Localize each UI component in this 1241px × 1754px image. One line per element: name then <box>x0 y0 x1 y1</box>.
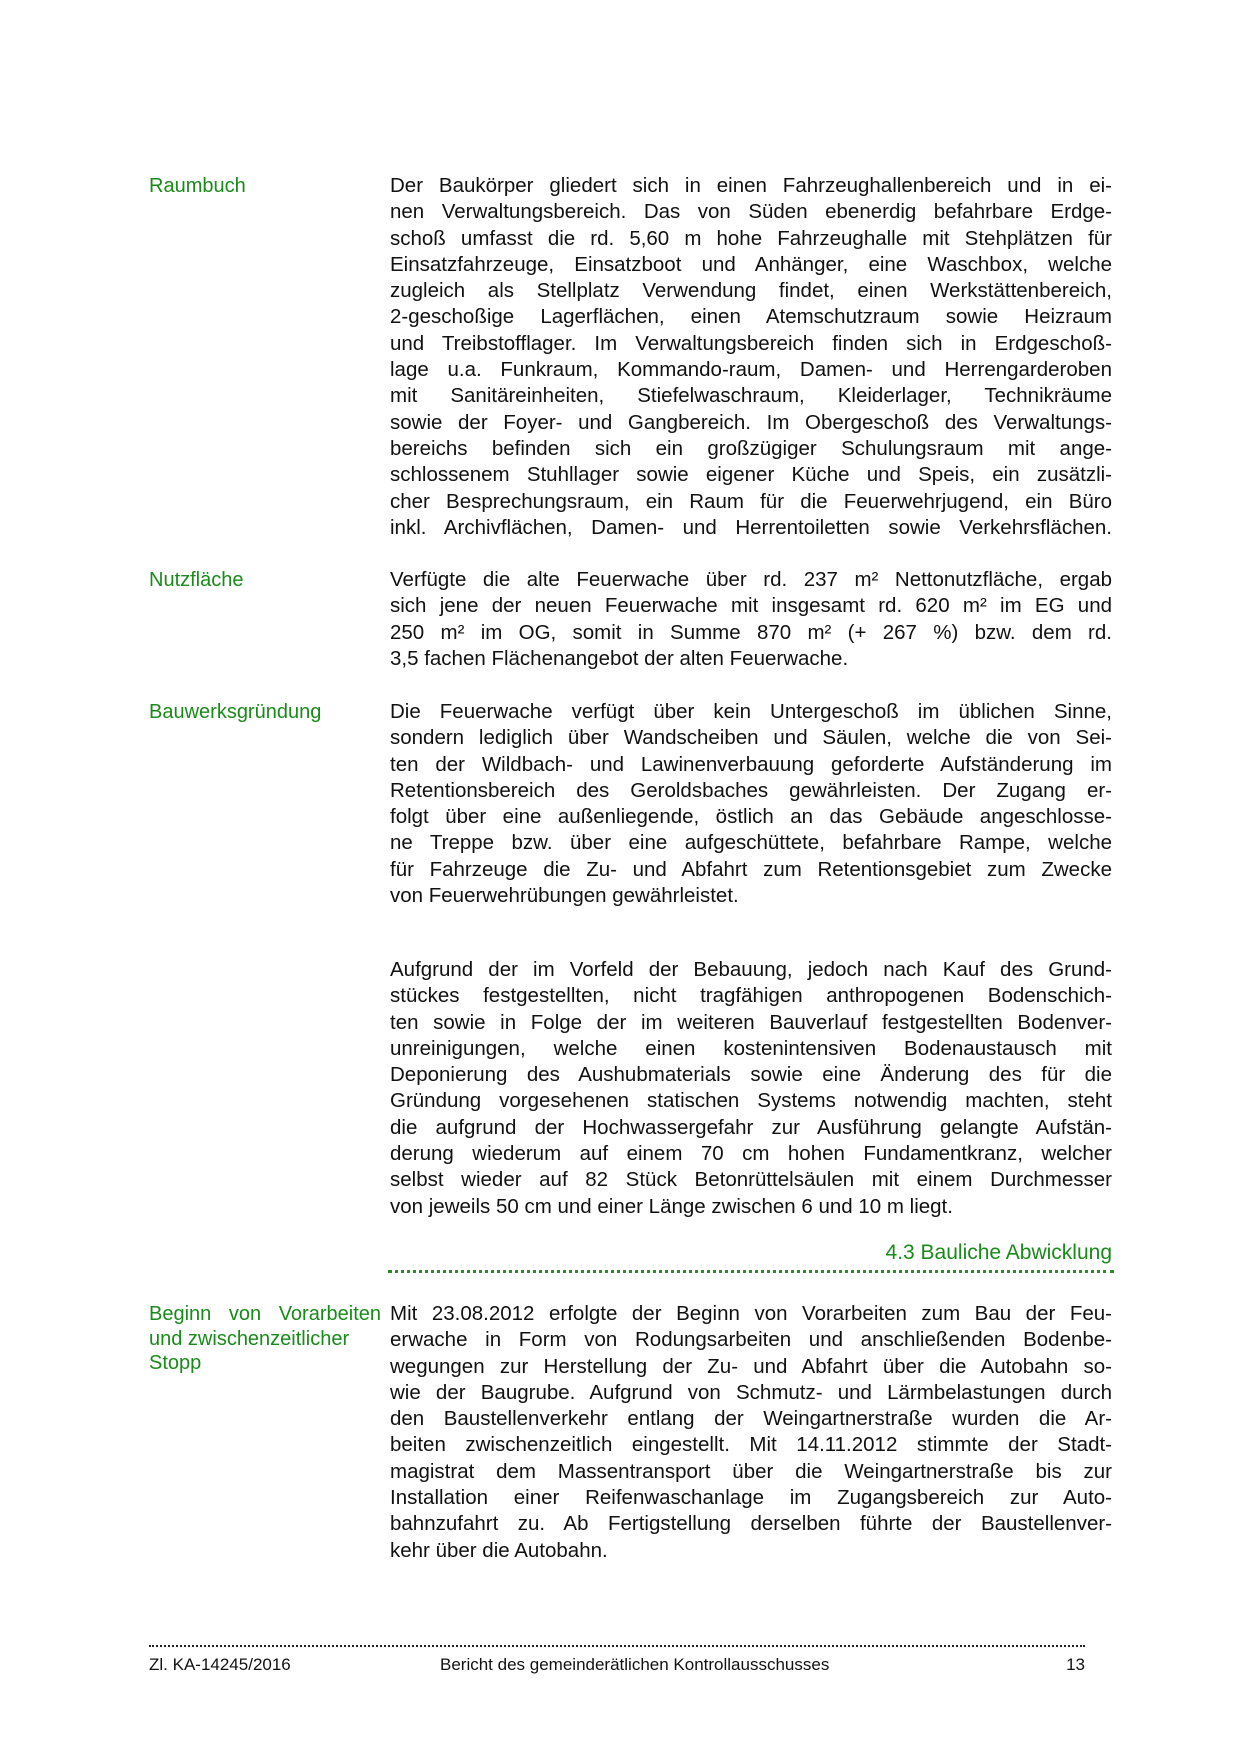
text-line: bereichs befinden sich ein großzügiger Schulungsraum mit ange- <box>390 436 1112 460</box>
text-line: von jeweils 50 cm und einer Länge zwischen 6 und 10 m liegt. <box>390 1194 953 1218</box>
paragraph-beginn-vorarbeiten <box>390 1301 1112 1564</box>
text-line: die aufgrund der Hochwassergefahr zur Ausführung gelangte Aufstän- <box>390 1115 1112 1139</box>
label-line: Beginn von Vorarbeiten <box>149 1303 381 1325</box>
text-line: bahnzufahrt zu. Ab Fertigstellung derselben führte der Baustellenver- <box>390 1512 1112 1536</box>
text-line: wegungen zur Herstellung der Zu- und Abfahrt über die Autobahn so- <box>390 1354 1112 1378</box>
text-line: Mit 23.08.2012 erfolgte der Beginn von Vorarbeiten zum Bau der Feu- <box>390 1302 1112 1325</box>
text-line: schlossenem Stuhllager sowie eigener Küche und Speis, ein zusätzli- <box>390 463 1112 487</box>
text-line: Aufgrund der im Vorfeld der Bebauung, jedoch nach Kauf des Grund- <box>390 958 1112 981</box>
text-line: Die Feuerwache verfügt über kein Untergeschoß im üblichen Sinne, <box>390 700 1112 723</box>
text-line: selbst wieder auf 82 Stück Betonrüttelsäulen mit einem Durchmesser <box>390 1168 1112 1192</box>
text-line: lage u.a. Funkraum, Kommando-raum, Damen- und Herrengarderoben <box>390 358 1112 382</box>
text-line: cher Besprechungsraum, ein Raum für die Feuerwehrjugend, ein Büro <box>390 489 1112 513</box>
text-line: für Fahrzeuge die Zu- und Abfahrt zum Retentionsgebiet zum Zwecke <box>390 857 1112 881</box>
text-line: stückes festgestellten, nicht tragfähigen anthropogenen Bodenschich- <box>390 984 1112 1008</box>
paragraph-nutzflaeche <box>390 567 1112 672</box>
text-line: wie der Baugrube. Aufgrund von Schmutz- und Lärmbelastungen durch <box>390 1380 1112 1404</box>
margin-label-beginn-vorarbeiten <box>149 1301 381 1375</box>
text-line: 250 m² im OG, somit in Summe 870 m² (+ 267 %) bzw. dem rd. <box>390 620 1112 644</box>
paragraph-bauwerksgruendung-1 <box>390 699 1112 909</box>
footer-reference: Zl. KA-14245/2016 <box>149 1655 291 1674</box>
margin-label-raumbuch: Raumbuch <box>149 175 246 197</box>
text-line: erwache in Form von Rodungsarbeiten und anschließenden Bodenbe- <box>390 1328 1112 1352</box>
text-line: mit Sanitäreinheiten, Stiefelwaschraum, Kleiderlager, Technikräume <box>390 384 1112 408</box>
text-line: und Treibstofflager. Im Verwaltungsbereich finden sich in Erdgeschoß- <box>390 331 1112 355</box>
text-line: den Baustellenverkehr entlang der Weingartnerstraße wurden die Ar- <box>390 1407 1112 1431</box>
text-line: Retentionsbereich des Geroldsbaches gewährleisten. Der Zugang er- <box>390 778 1112 802</box>
footer-dotted-rule <box>149 1645 1085 1647</box>
text-line: ten der Wildbach- und Lawinenverbauung geforderte Aufständerung im <box>390 752 1112 776</box>
text-line: ne Treppe bzw. über eine aufgeschüttete, befahrbare Rampe, welche <box>390 831 1112 855</box>
text-line: sondern lediglich über Wandscheiben und Säulen, welche die von Sei- <box>390 726 1112 750</box>
text-line: sowie der Foyer- und Gangbereich. Im Obergeschoß des Verwaltungs- <box>390 410 1112 434</box>
section-heading: 4.3 Bauliche Abwicklung <box>885 1241 1112 1264</box>
paragraph-raumbuch <box>390 173 1112 541</box>
footer-title: Bericht des gemeinderätlichen Kontrollausschusses <box>440 1655 830 1674</box>
text-line: 3,5 fachen Flächenangebot der alten Feuerwache. <box>390 646 849 670</box>
text-line: nen Verwaltungsbereich. Das von Süden ebenerdig befahrbare Erdge- <box>390 200 1112 224</box>
margin-label-nutzflaeche: Nutzfläche <box>149 569 244 591</box>
text-line: 2-geschoßige Lagerflächen, einen Atemschutzraum sowie Heizraum <box>390 305 1112 329</box>
text-line: Gründung vorgesehenen statischen Systems notwendig machten, steht <box>390 1089 1112 1113</box>
text-line: Deponierung des Aushubmaterials sowie eine Änderung des für die <box>390 1063 1112 1087</box>
heading-dotted-rule <box>388 1270 1114 1273</box>
text-line: Installation einer Reifenwaschanlage im Zugangsbereich zur Auto- <box>390 1486 1112 1510</box>
margin-label-bauwerksgruendung: Bauwerksgründung <box>149 701 322 723</box>
text-line: unreinigungen, welche einen kostenintensiven Bodenaustausch mit <box>390 1036 1112 1060</box>
page-number: 13 <box>1066 1655 1085 1674</box>
text-line: von Feuerwehrübungen gewährleistet. <box>390 884 739 908</box>
text-line: Der Baukörper gliedert sich in einen Fahrzeughallenbereich und in ei- <box>390 174 1112 197</box>
text-line: folgt über eine außenliegende, östlich an das Gebäude angeschlosse- <box>390 805 1112 829</box>
label-line: und zwischenzeitlicher <box>149 1327 350 1350</box>
text-line: derung wiederum auf einem 70 cm hohen Fundamentkranz, welcher <box>390 1142 1112 1166</box>
text-line: magistrat dem Massentransport über die Weingartnerstraße bis zur <box>390 1459 1112 1483</box>
text-line: Einsatzfahrzeuge, Einsatzboot und Anhänger, eine Waschbox, welche <box>390 252 1112 276</box>
text-line: beiten zwischenzeitlich eingestellt. Mit 14.11.2012 stimmte der Stadt- <box>390 1433 1112 1457</box>
label-line: Stopp <box>149 1352 202 1374</box>
text-line: kehr über die Autobahn. <box>390 1538 608 1562</box>
text-line: schoß umfasst die rd. 5,60 m hohe Fahrzeughalle mit Stehplätzen für <box>390 226 1112 250</box>
text-line: Verfügte die alte Feuerwache über rd. 237 m² Nettonutzfläche, ergab <box>390 568 1112 591</box>
text-line: sich jene der neuen Feuerwache mit insgesamt rd. 620 m² im EG und <box>390 594 1112 618</box>
paragraph-bauwerksgruendung-2 <box>390 957 1112 1220</box>
text-line: inkl. Archivflächen, Damen- und Herrentoiletten sowie Verkehrsflächen. <box>390 515 1112 539</box>
text-line: ten sowie in Folge der im weiteren Bauverlauf festgestellten Bodenver- <box>390 1010 1112 1034</box>
text-line: zugleich als Stellplatz Verwendung findet, einen Werkstättenbereich, <box>390 279 1112 303</box>
